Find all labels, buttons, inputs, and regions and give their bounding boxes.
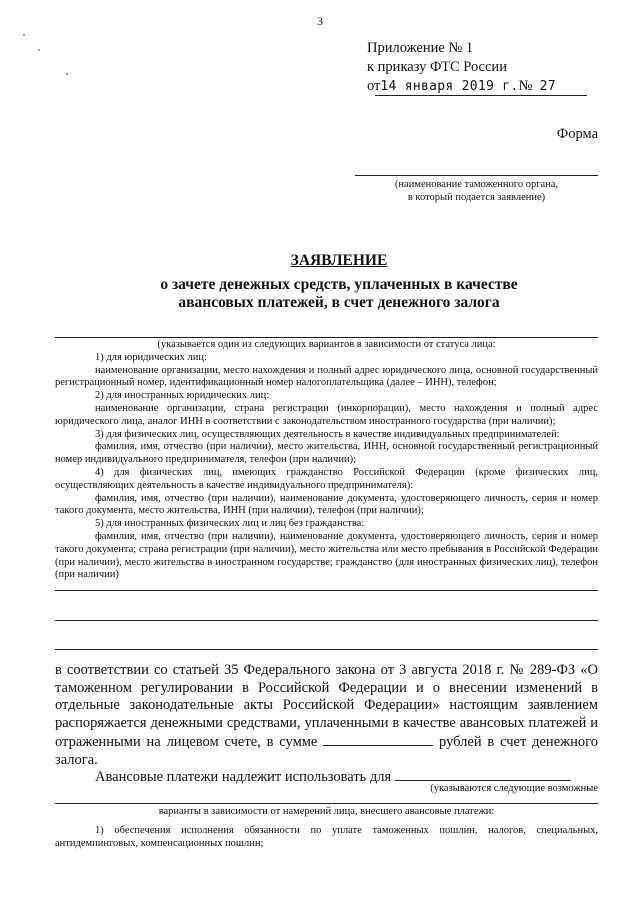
appendix-from-prefix: от	[367, 78, 381, 94]
main-text-end: рублей в счет денежного залога.	[55, 733, 598, 768]
title-line: о зачете денежных средств, уплаченных в качестве	[160, 276, 518, 293]
status-item: наименование организации, страна регистрации (инкорпорации), место нахождения и полный адрес юридического лица, аналог ИНН в соответствии с законодательством иностранного государства (при наличии);	[55, 402, 598, 427]
status-item: 5) для иностранных физических лиц и лиц без гражданства:	[95, 518, 365, 530]
sum-field	[323, 733, 433, 746]
status-item: 3) для физических лиц, осуществляющих деятельность в качестве индивидуальных предпринимателей:	[95, 428, 560, 440]
scan-mark	[38, 49, 40, 51]
form-label: Форма	[556, 126, 598, 142]
customs-organ-caption	[355, 178, 598, 204]
scan-mark	[66, 73, 68, 75]
status-item: фамилия, имя, отчество (при наличии), место жительства, ИНН, основной государственный регистрационный номер индивидуального предпринимателя, телефон (при наличии);	[55, 441, 598, 466]
status-item: наименование организации, место нахождения и полный адрес юридического лица, основной государственный регистрационный номер, идентификационный номер налогоплательщика (далее – ИНН), телефон;	[55, 364, 598, 389]
usage-caption: варианты в зависимости от намерений лица, внесшего авансовые платежи:	[158, 806, 495, 817]
appendix-number: 27	[539, 79, 556, 94]
usage-lead: Авансовые платежи надлежит использовать для	[95, 769, 392, 785]
blank-line	[55, 620, 598, 621]
usage-caption-right: (указываются следующие возможные	[430, 783, 598, 794]
status-item: 2) для иностранных юридических лиц:	[95, 390, 270, 402]
customs-organ-field	[355, 175, 598, 176]
customs-organ-caption-line: (наименование таможенного органа,	[394, 179, 559, 190]
status-item: 4) для физических лиц, имеющих гражданство Российской Федерации (кроме физических лиц, осуществляющих деятельность в качестве индивидуального предпринимателя):	[55, 466, 598, 491]
title-heading: ЗАЯВЛЕНИЕ	[290, 252, 388, 269]
status-item: фамилия, имя, отчество (при наличии), наименование документа, удостоверяющего личность, серия и номер такого документа, место жительства, ИНН (при наличии), телефон (при наличии);	[55, 492, 598, 517]
usage-variants	[55, 806, 598, 850]
appendix-block	[367, 39, 556, 96]
customs-organ-caption-line: в который подается заявление)	[407, 192, 546, 203]
main-paragraph	[55, 662, 598, 769]
appendix-line-1: Приложение № 1	[367, 40, 474, 56]
main-text: в соответствии со статьей 35 Федерального закона от 3 августа 2018 г. № 289-ФЗ «О таможенном регулировании в Российской Федерации и о внесении изменений в отдельные законодательные акты Российской Федерации» настоящим заявлением распоряжается денежными средствами, уплаченными в качестве авансовых платежей и отраженными на лицевом счете, в сумме	[55, 662, 598, 750]
appendix-number-prefix: №	[518, 78, 533, 94]
usage-field	[395, 768, 571, 781]
status-variants	[55, 339, 598, 582]
usage-blank-line	[55, 803, 598, 804]
page-number: 3	[317, 14, 323, 28]
status-item: фамилия, имя, отчество (при наличии), наименование документа, удостоверяющего личность, серия и номер такого документа; страна регистрации (при наличии), место жительства или место пребывания в Российской Федерации (при наличии), место жительства в иностранном государстве; гражданство (для иностранных физических лиц), телефон (при наличии)	[55, 530, 598, 581]
scan-mark	[23, 34, 25, 36]
status-item: 1) для юридических лиц:	[95, 351, 207, 363]
usage-item: 1) обеспечения исполнения обязанности по уплате таможенных пошлин, налогов, специальных, антидемпинговых, компенсационных пошлин;	[55, 824, 598, 849]
blank-line	[55, 590, 598, 591]
status-caption: (указывается один из следующих вариантов в зависимости от статуса лица:	[157, 339, 496, 350]
appendix-date: 14 января 2019 г.	[380, 79, 519, 94]
applicant-field	[55, 337, 598, 338]
appendix-date-line	[367, 77, 556, 96]
appendix-underline	[375, 95, 587, 96]
appendix-line-2: к приказу ФТС России	[367, 59, 507, 75]
document-title	[40, 252, 638, 312]
title-line: авансовых платежей, в счет денежного залога	[178, 294, 500, 311]
blank-line	[55, 649, 598, 650]
